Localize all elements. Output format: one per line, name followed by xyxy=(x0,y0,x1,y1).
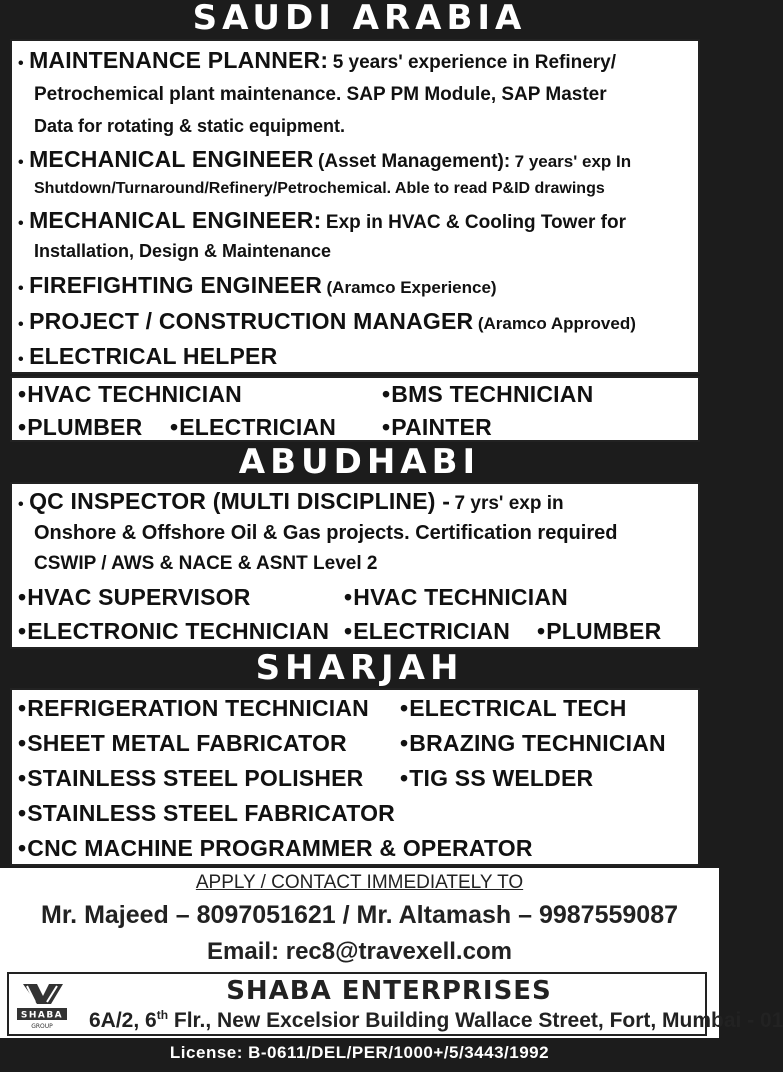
company-address: 6A/2, 6th Flr., New Excelsior Building Wallace Street, Fort, Mumbai - 01 xyxy=(89,1008,783,1032)
trade-sheet-metal-fabricator: • SHEET METAL FABRICATOR xyxy=(18,730,347,757)
job-detail-line: Onshore & Offshore Oil & Gas projects. Certification required xyxy=(34,522,618,544)
abudhabi-box xyxy=(10,482,700,649)
trade-hvac-technician: • HVAC TECHNICIAN xyxy=(18,381,242,408)
trade-tig-ss-welder: • TIG SS WELDER xyxy=(400,765,593,792)
trade-electrician: • ELECTRICIAN xyxy=(344,618,510,645)
job-detail-line: Shutdown/Turnaround/Refinery/Petrochemical. Able to read P&ID drawings xyxy=(34,180,605,197)
trade-plumber: • PLUMBER xyxy=(18,414,142,441)
trade-stainless-steel-polisher: • STAINLESS STEEL POLISHER xyxy=(18,765,364,792)
job-maintenance-planner xyxy=(18,47,616,74)
company-name: SHABA ENTERPRISES xyxy=(226,976,552,1006)
job-electrical-helper xyxy=(18,343,277,370)
contact-phones: Mr. Majeed – 8097051621 / Mr. Altamash – 9987559087 xyxy=(41,901,678,929)
saudi-jobs-box xyxy=(10,39,700,374)
svg-text:GROUP: GROUP xyxy=(31,1023,53,1030)
job-mechanical-engineer-hvac xyxy=(18,207,626,234)
contact-email[interactable]: Email: rec8@travexell.com xyxy=(207,938,512,965)
job-title: PROJECT / CONSTRUCTION MANAGER xyxy=(29,308,474,334)
job-title: FIREFIGHTING ENGINEER xyxy=(29,272,323,298)
job-detail-line: Petrochemical plant maintenance. SAP PM Module, SAP Master xyxy=(34,84,607,105)
job-title: MECHANICAL ENGINEER xyxy=(29,146,314,172)
job-detail: 7 years' exp In xyxy=(514,152,632,171)
footer-box xyxy=(7,972,783,1036)
job-title: MECHANICAL ENGINEER: xyxy=(29,207,322,233)
job-detail-line: CSWIP / AWS & NACE & ASNT Level 2 xyxy=(34,553,378,574)
job-detail-line: Installation, Design & Maintenance xyxy=(34,241,332,261)
shaba-logo xyxy=(13,978,71,1032)
contact-section xyxy=(0,868,783,1072)
trade-refrigeration-technician: • REFRIGERATION TECHNICIAN xyxy=(18,695,369,722)
job-title: MAINTENANCE PLANNER: xyxy=(29,47,329,73)
saudi-trades-box xyxy=(10,376,700,442)
job-mechanical-engineer-asset xyxy=(18,146,631,173)
job-detail: 5 years' experience in Refinery/ xyxy=(332,52,617,73)
trade-electronic-technician: • ELECTRONIC TECHNICIAN xyxy=(18,618,329,645)
job-project-construction-manager xyxy=(18,308,636,335)
job-title: ELECTRICAL HELPER xyxy=(29,343,278,369)
trade-bms-technician: • BMS TECHNICIAN xyxy=(382,381,593,408)
apply-heading: APPLY / CONTACT IMMEDIATELY TO xyxy=(195,872,524,893)
banner-abudhabi: ABUDHABI xyxy=(238,442,481,482)
trade-hvac-supervisor: • HVAC SUPERVISOR xyxy=(18,584,251,611)
trade-plumber: • PLUMBER xyxy=(537,618,661,645)
trade-stainless-steel-fabricator: • STAINLESS STEEL FABRICATOR xyxy=(18,800,395,827)
job-title: QC INSPECTOR (MULTI DISCIPLINE) - xyxy=(29,488,451,514)
job-qc-inspector xyxy=(18,488,564,515)
trade-cnc-machine-programmer: • CNC MACHINE PROGRAMMER & OPERATOR xyxy=(18,835,533,862)
job-detail: 7 yrs' exp in xyxy=(454,493,564,514)
job-subtitle: (Asset Management): xyxy=(318,151,511,172)
job-firefighting-engineer xyxy=(18,272,497,299)
trade-painter: • PAINTER xyxy=(382,414,492,441)
license-number: License: B-0611/DEL/PER/1000+/5/3443/1992 xyxy=(0,1038,719,1072)
job-detail: (Aramco Experience) xyxy=(326,278,497,297)
banner-sharjah: SHARJAH xyxy=(255,648,464,688)
job-detail-line: Data for rotating & static equipment. xyxy=(34,116,346,136)
svg-text:SHABA: SHABA xyxy=(20,1010,64,1021)
trade-electrical-tech: • ELECTRICAL TECH xyxy=(400,695,627,722)
trade-brazing-technician: • BRAZING TECHNICIAN xyxy=(400,730,666,757)
banner-saudi-arabia: SAUDI ARABIA xyxy=(192,0,527,38)
trade-electrician: • ELECTRICIAN xyxy=(170,414,336,441)
sharjah-box xyxy=(10,688,700,866)
trade-hvac-technician: • HVAC TECHNICIAN xyxy=(344,584,568,611)
job-detail: (Aramco Approved) xyxy=(477,314,636,333)
job-detail: Exp in HVAC & Cooling Tower for xyxy=(325,212,627,233)
